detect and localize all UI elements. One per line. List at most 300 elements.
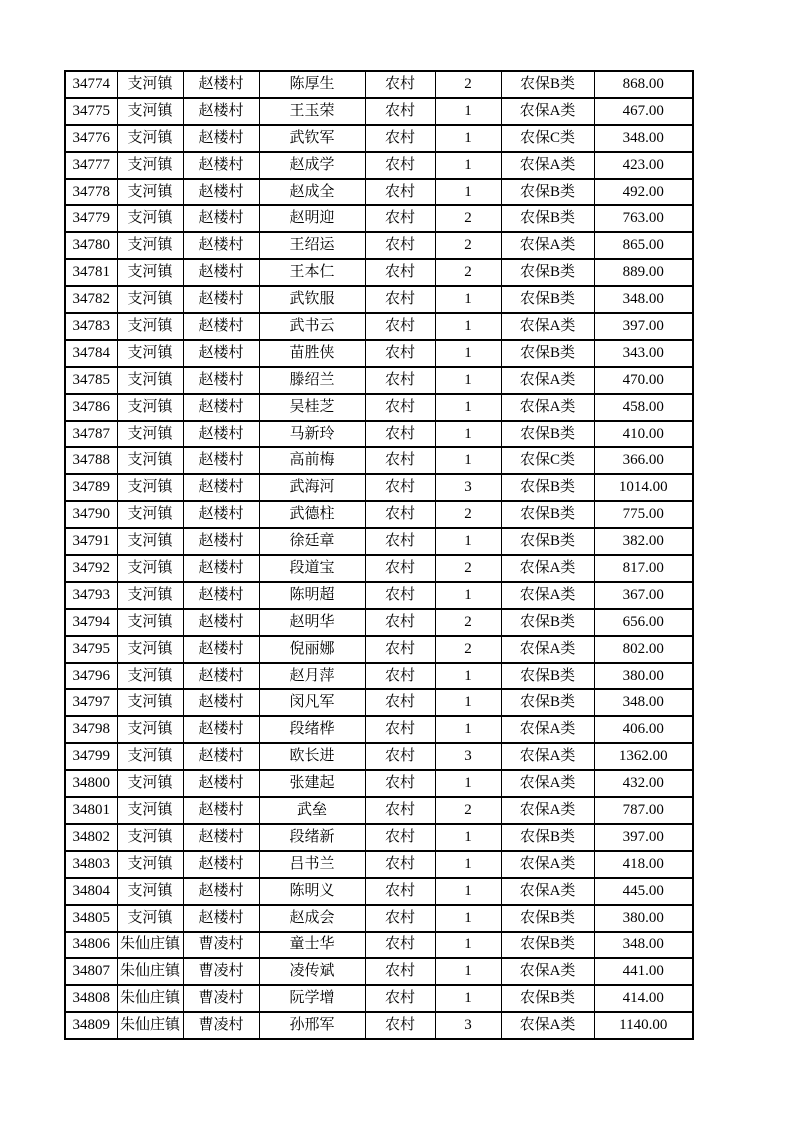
cell-amount: 380.00 xyxy=(594,663,693,690)
cell-serial-number: 34804 xyxy=(65,878,117,905)
cell-person-count: 1 xyxy=(435,985,501,1012)
cell-town: 支河镇 xyxy=(117,286,183,313)
cell-village: 赵楼村 xyxy=(183,447,259,474)
cell-amount: 492.00 xyxy=(594,179,693,206)
cell-person-name: 高前梅 xyxy=(259,447,365,474)
cell-person-count: 2 xyxy=(435,232,501,259)
cell-residence-type: 农村 xyxy=(365,797,435,824)
cell-insurance-category: 农保B类 xyxy=(501,205,594,232)
cell-person-count: 2 xyxy=(435,609,501,636)
table-row xyxy=(65,824,693,851)
cell-person-count: 1 xyxy=(435,716,501,743)
cell-village: 赵楼村 xyxy=(183,205,259,232)
cell-insurance-category: 农保A类 xyxy=(501,636,594,663)
cell-amount: 397.00 xyxy=(594,313,693,340)
cell-person-count: 1 xyxy=(435,421,501,448)
cell-serial-number: 34786 xyxy=(65,394,117,421)
cell-insurance-category: 农保A类 xyxy=(501,367,594,394)
cell-serial-number: 34795 xyxy=(65,636,117,663)
table-row xyxy=(65,340,693,367)
cell-town: 支河镇 xyxy=(117,501,183,528)
cell-amount: 343.00 xyxy=(594,340,693,367)
table-row xyxy=(65,932,693,959)
cell-residence-type: 农村 xyxy=(365,985,435,1012)
cell-village: 赵楼村 xyxy=(183,501,259,528)
cell-town: 支河镇 xyxy=(117,340,183,367)
cell-person-name: 段道宝 xyxy=(259,555,365,582)
cell-person-name: 陈明超 xyxy=(259,582,365,609)
table-row xyxy=(65,394,693,421)
table-row xyxy=(65,421,693,448)
table-row xyxy=(65,474,693,501)
cell-insurance-category: 农保A类 xyxy=(501,555,594,582)
cell-amount: 1014.00 xyxy=(594,474,693,501)
cell-serial-number: 34805 xyxy=(65,905,117,932)
cell-residence-type: 农村 xyxy=(365,851,435,878)
cell-serial-number: 34809 xyxy=(65,1012,117,1039)
cell-insurance-category: 农保B类 xyxy=(501,286,594,313)
table-row xyxy=(65,501,693,528)
cell-village: 赵楼村 xyxy=(183,98,259,125)
table-row xyxy=(65,179,693,206)
table-row xyxy=(65,447,693,474)
cell-town: 支河镇 xyxy=(117,770,183,797)
cell-insurance-category: 农保A类 xyxy=(501,743,594,770)
cell-person-count: 2 xyxy=(435,71,501,98)
cell-insurance-category: 农保B类 xyxy=(501,179,594,206)
cell-town: 支河镇 xyxy=(117,797,183,824)
table-row xyxy=(65,286,693,313)
cell-town: 朱仙庄镇 xyxy=(117,985,183,1012)
cell-village: 赵楼村 xyxy=(183,313,259,340)
cell-residence-type: 农村 xyxy=(365,421,435,448)
cell-person-name: 马新玲 xyxy=(259,421,365,448)
cell-person-count: 1 xyxy=(435,447,501,474)
cell-insurance-category: 农保A类 xyxy=(501,98,594,125)
table-row xyxy=(65,367,693,394)
cell-serial-number: 34778 xyxy=(65,179,117,206)
cell-village: 赵楼村 xyxy=(183,905,259,932)
cell-serial-number: 34787 xyxy=(65,421,117,448)
cell-insurance-category: 农保B类 xyxy=(501,824,594,851)
cell-amount: 406.00 xyxy=(594,716,693,743)
cell-person-count: 1 xyxy=(435,367,501,394)
cell-serial-number: 34788 xyxy=(65,447,117,474)
cell-town: 朱仙庄镇 xyxy=(117,1012,183,1039)
cell-person-name: 赵明华 xyxy=(259,609,365,636)
cell-amount: 432.00 xyxy=(594,770,693,797)
cell-serial-number: 34784 xyxy=(65,340,117,367)
cell-town: 支河镇 xyxy=(117,663,183,690)
cell-insurance-category: 农保B类 xyxy=(501,905,594,932)
cell-person-count: 3 xyxy=(435,474,501,501)
cell-person-name: 张建起 xyxy=(259,770,365,797)
cell-village: 曹凌村 xyxy=(183,958,259,985)
cell-amount: 445.00 xyxy=(594,878,693,905)
table-row xyxy=(65,770,693,797)
cell-village: 赵楼村 xyxy=(183,71,259,98)
cell-person-name: 段绪新 xyxy=(259,824,365,851)
cell-insurance-category: 农保A类 xyxy=(501,232,594,259)
table-row xyxy=(65,985,693,1012)
cell-town: 支河镇 xyxy=(117,716,183,743)
table-row xyxy=(65,609,693,636)
cell-amount: 348.00 xyxy=(594,932,693,959)
cell-residence-type: 农村 xyxy=(365,232,435,259)
cell-village: 赵楼村 xyxy=(183,259,259,286)
table-row xyxy=(65,528,693,555)
cell-person-count: 1 xyxy=(435,179,501,206)
cell-amount: 348.00 xyxy=(594,286,693,313)
cell-village: 赵楼村 xyxy=(183,340,259,367)
cell-amount: 348.00 xyxy=(594,125,693,152)
cell-serial-number: 34802 xyxy=(65,824,117,851)
cell-village: 曹凌村 xyxy=(183,932,259,959)
cell-person-count: 1 xyxy=(435,958,501,985)
cell-amount: 441.00 xyxy=(594,958,693,985)
cell-town: 支河镇 xyxy=(117,582,183,609)
cell-insurance-category: 农保C类 xyxy=(501,125,594,152)
cell-amount: 397.00 xyxy=(594,824,693,851)
payment-table xyxy=(64,70,694,1040)
table-row xyxy=(65,958,693,985)
cell-serial-number: 34781 xyxy=(65,259,117,286)
cell-town: 支河镇 xyxy=(117,179,183,206)
cell-village: 赵楼村 xyxy=(183,286,259,313)
cell-town: 支河镇 xyxy=(117,98,183,125)
cell-person-name: 阮学增 xyxy=(259,985,365,1012)
cell-person-count: 1 xyxy=(435,125,501,152)
cell-serial-number: 34796 xyxy=(65,663,117,690)
cell-person-name: 武垒 xyxy=(259,797,365,824)
cell-insurance-category: 农保B类 xyxy=(501,71,594,98)
cell-residence-type: 农村 xyxy=(365,71,435,98)
cell-serial-number: 34808 xyxy=(65,985,117,1012)
cell-town: 支河镇 xyxy=(117,743,183,770)
cell-town: 支河镇 xyxy=(117,905,183,932)
cell-insurance-category: 农保B类 xyxy=(501,985,594,1012)
cell-village: 赵楼村 xyxy=(183,878,259,905)
table-row xyxy=(65,152,693,179)
cell-insurance-category: 农保B类 xyxy=(501,474,594,501)
cell-insurance-category: 农保A类 xyxy=(501,1012,594,1039)
cell-person-name: 段绪桦 xyxy=(259,716,365,743)
cell-village: 赵楼村 xyxy=(183,582,259,609)
cell-village: 赵楼村 xyxy=(183,152,259,179)
cell-person-name: 武海河 xyxy=(259,474,365,501)
cell-residence-type: 农村 xyxy=(365,1012,435,1039)
cell-person-count: 1 xyxy=(435,905,501,932)
cell-insurance-category: 农保B类 xyxy=(501,663,594,690)
cell-residence-type: 农村 xyxy=(365,636,435,663)
cell-residence-type: 农村 xyxy=(365,770,435,797)
cell-serial-number: 34807 xyxy=(65,958,117,985)
table-row xyxy=(65,636,693,663)
cell-residence-type: 农村 xyxy=(365,152,435,179)
table-row xyxy=(65,98,693,125)
cell-village: 赵楼村 xyxy=(183,716,259,743)
cell-serial-number: 34776 xyxy=(65,125,117,152)
cell-serial-number: 34775 xyxy=(65,98,117,125)
cell-residence-type: 农村 xyxy=(365,958,435,985)
cell-person-name: 赵明迎 xyxy=(259,205,365,232)
cell-town: 支河镇 xyxy=(117,367,183,394)
cell-person-count: 2 xyxy=(435,636,501,663)
cell-town: 朱仙庄镇 xyxy=(117,932,183,959)
cell-person-name: 吴桂芝 xyxy=(259,394,365,421)
table-row xyxy=(65,851,693,878)
table-row xyxy=(65,259,693,286)
table-row xyxy=(65,125,693,152)
cell-residence-type: 农村 xyxy=(365,286,435,313)
cell-person-count: 1 xyxy=(435,878,501,905)
cell-village: 赵楼村 xyxy=(183,609,259,636)
cell-residence-type: 农村 xyxy=(365,932,435,959)
cell-residence-type: 农村 xyxy=(365,878,435,905)
cell-town: 支河镇 xyxy=(117,878,183,905)
cell-amount: 458.00 xyxy=(594,394,693,421)
cell-residence-type: 农村 xyxy=(365,663,435,690)
cell-insurance-category: 农保B类 xyxy=(501,501,594,528)
cell-town: 支河镇 xyxy=(117,636,183,663)
cell-amount: 763.00 xyxy=(594,205,693,232)
cell-amount: 1140.00 xyxy=(594,1012,693,1039)
cell-residence-type: 农村 xyxy=(365,98,435,125)
cell-serial-number: 34794 xyxy=(65,609,117,636)
cell-amount: 865.00 xyxy=(594,232,693,259)
cell-person-name: 陈厚生 xyxy=(259,71,365,98)
cell-person-name: 赵成会 xyxy=(259,905,365,932)
cell-amount: 775.00 xyxy=(594,501,693,528)
cell-residence-type: 农村 xyxy=(365,609,435,636)
cell-residence-type: 农村 xyxy=(365,179,435,206)
cell-serial-number: 34803 xyxy=(65,851,117,878)
cell-town: 支河镇 xyxy=(117,447,183,474)
cell-person-count: 2 xyxy=(435,555,501,582)
cell-town: 支河镇 xyxy=(117,555,183,582)
cell-person-count: 2 xyxy=(435,205,501,232)
cell-residence-type: 农村 xyxy=(365,582,435,609)
table-row xyxy=(65,905,693,932)
cell-amount: 367.00 xyxy=(594,582,693,609)
table-row xyxy=(65,663,693,690)
cell-town: 支河镇 xyxy=(117,394,183,421)
cell-amount: 467.00 xyxy=(594,98,693,125)
table-row xyxy=(65,205,693,232)
cell-village: 赵楼村 xyxy=(183,179,259,206)
cell-person-name: 童士华 xyxy=(259,932,365,959)
cell-serial-number: 34785 xyxy=(65,367,117,394)
cell-serial-number: 34792 xyxy=(65,555,117,582)
cell-person-count: 1 xyxy=(435,932,501,959)
cell-residence-type: 农村 xyxy=(365,205,435,232)
cell-insurance-category: 农保B类 xyxy=(501,340,594,367)
cell-insurance-category: 农保A类 xyxy=(501,770,594,797)
cell-serial-number: 34806 xyxy=(65,932,117,959)
table-row xyxy=(65,1012,693,1039)
cell-person-name: 闵凡军 xyxy=(259,689,365,716)
cell-amount: 889.00 xyxy=(594,259,693,286)
cell-residence-type: 农村 xyxy=(365,474,435,501)
cell-town: 支河镇 xyxy=(117,71,183,98)
cell-insurance-category: 农保B类 xyxy=(501,528,594,555)
cell-person-name: 欧长进 xyxy=(259,743,365,770)
cell-insurance-category: 农保B类 xyxy=(501,609,594,636)
cell-town: 朱仙庄镇 xyxy=(117,958,183,985)
cell-insurance-category: 农保A类 xyxy=(501,797,594,824)
cell-town: 支河镇 xyxy=(117,259,183,286)
cell-insurance-category: 农保C类 xyxy=(501,447,594,474)
cell-town: 支河镇 xyxy=(117,232,183,259)
cell-residence-type: 农村 xyxy=(365,394,435,421)
cell-person-count: 1 xyxy=(435,582,501,609)
cell-person-count: 1 xyxy=(435,824,501,851)
cell-insurance-category: 农保B类 xyxy=(501,932,594,959)
cell-residence-type: 农村 xyxy=(365,313,435,340)
cell-insurance-category: 农保A类 xyxy=(501,313,594,340)
cell-serial-number: 34801 xyxy=(65,797,117,824)
cell-person-name: 王绍运 xyxy=(259,232,365,259)
cell-person-count: 1 xyxy=(435,394,501,421)
cell-village: 赵楼村 xyxy=(183,394,259,421)
cell-residence-type: 农村 xyxy=(365,905,435,932)
cell-village: 赵楼村 xyxy=(183,770,259,797)
cell-person-name: 武钦服 xyxy=(259,286,365,313)
table-row xyxy=(65,689,693,716)
cell-person-count: 1 xyxy=(435,98,501,125)
table-row xyxy=(65,743,693,770)
table-row xyxy=(65,232,693,259)
cell-town: 支河镇 xyxy=(117,125,183,152)
cell-person-name: 王玉荣 xyxy=(259,98,365,125)
cell-amount: 1362.00 xyxy=(594,743,693,770)
cell-serial-number: 34779 xyxy=(65,205,117,232)
cell-amount: 868.00 xyxy=(594,71,693,98)
cell-serial-number: 34774 xyxy=(65,71,117,98)
cell-village: 赵楼村 xyxy=(183,851,259,878)
cell-amount: 410.00 xyxy=(594,421,693,448)
cell-insurance-category: 农保A类 xyxy=(501,851,594,878)
cell-amount: 380.00 xyxy=(594,905,693,932)
cell-insurance-category: 农保A类 xyxy=(501,716,594,743)
cell-residence-type: 农村 xyxy=(365,824,435,851)
cell-amount: 470.00 xyxy=(594,367,693,394)
cell-amount: 414.00 xyxy=(594,985,693,1012)
cell-person-count: 3 xyxy=(435,1012,501,1039)
cell-town: 支河镇 xyxy=(117,824,183,851)
cell-amount: 656.00 xyxy=(594,609,693,636)
cell-person-count: 3 xyxy=(435,743,501,770)
cell-town: 支河镇 xyxy=(117,421,183,448)
cell-town: 支河镇 xyxy=(117,528,183,555)
cell-amount: 348.00 xyxy=(594,689,693,716)
cell-insurance-category: 农保A类 xyxy=(501,958,594,985)
cell-serial-number: 34793 xyxy=(65,582,117,609)
cell-person-count: 1 xyxy=(435,689,501,716)
cell-person-count: 1 xyxy=(435,340,501,367)
cell-insurance-category: 农保A类 xyxy=(501,878,594,905)
cell-serial-number: 34782 xyxy=(65,286,117,313)
table-row xyxy=(65,555,693,582)
cell-person-count: 1 xyxy=(435,851,501,878)
cell-person-name: 苗胜侠 xyxy=(259,340,365,367)
cell-village: 赵楼村 xyxy=(183,367,259,394)
cell-town: 支河镇 xyxy=(117,474,183,501)
cell-serial-number: 34789 xyxy=(65,474,117,501)
cell-person-count: 2 xyxy=(435,501,501,528)
cell-person-name: 孙邢军 xyxy=(259,1012,365,1039)
cell-village: 赵楼村 xyxy=(183,555,259,582)
cell-serial-number: 34799 xyxy=(65,743,117,770)
cell-person-name: 武钦军 xyxy=(259,125,365,152)
cell-serial-number: 34791 xyxy=(65,528,117,555)
cell-town: 支河镇 xyxy=(117,609,183,636)
cell-town: 支河镇 xyxy=(117,851,183,878)
cell-serial-number: 34800 xyxy=(65,770,117,797)
cell-insurance-category: 农保B类 xyxy=(501,421,594,448)
cell-village: 曹凌村 xyxy=(183,985,259,1012)
cell-residence-type: 农村 xyxy=(365,716,435,743)
cell-person-count: 1 xyxy=(435,313,501,340)
cell-residence-type: 农村 xyxy=(365,259,435,286)
cell-town: 支河镇 xyxy=(117,152,183,179)
cell-town: 支河镇 xyxy=(117,205,183,232)
cell-residence-type: 农村 xyxy=(365,340,435,367)
cell-person-name: 赵成学 xyxy=(259,152,365,179)
cell-amount: 423.00 xyxy=(594,152,693,179)
cell-amount: 787.00 xyxy=(594,797,693,824)
table-row xyxy=(65,582,693,609)
cell-village: 赵楼村 xyxy=(183,743,259,770)
cell-person-name: 武德柱 xyxy=(259,501,365,528)
cell-village: 赵楼村 xyxy=(183,824,259,851)
cell-serial-number: 34797 xyxy=(65,689,117,716)
cell-village: 赵楼村 xyxy=(183,636,259,663)
cell-serial-number: 34798 xyxy=(65,716,117,743)
cell-village: 赵楼村 xyxy=(183,421,259,448)
cell-person-name: 倪丽娜 xyxy=(259,636,365,663)
cell-person-name: 徐廷章 xyxy=(259,528,365,555)
cell-person-count: 1 xyxy=(435,770,501,797)
cell-residence-type: 农村 xyxy=(365,367,435,394)
cell-town: 支河镇 xyxy=(117,313,183,340)
cell-amount: 418.00 xyxy=(594,851,693,878)
cell-person-name: 武书云 xyxy=(259,313,365,340)
cell-amount: 366.00 xyxy=(594,447,693,474)
cell-village: 赵楼村 xyxy=(183,528,259,555)
cell-insurance-category: 农保A类 xyxy=(501,582,594,609)
cell-village: 曹凌村 xyxy=(183,1012,259,1039)
cell-person-name: 滕绍兰 xyxy=(259,367,365,394)
table-row xyxy=(65,313,693,340)
cell-insurance-category: 农保A类 xyxy=(501,394,594,421)
cell-insurance-category: 农保A类 xyxy=(501,152,594,179)
cell-person-name: 赵成全 xyxy=(259,179,365,206)
cell-amount: 802.00 xyxy=(594,636,693,663)
cell-serial-number: 34780 xyxy=(65,232,117,259)
cell-village: 赵楼村 xyxy=(183,689,259,716)
cell-village: 赵楼村 xyxy=(183,232,259,259)
cell-person-name: 赵月萍 xyxy=(259,663,365,690)
table-row xyxy=(65,797,693,824)
table-row xyxy=(65,716,693,743)
cell-serial-number: 34783 xyxy=(65,313,117,340)
cell-serial-number: 34790 xyxy=(65,501,117,528)
cell-person-name: 凌传斌 xyxy=(259,958,365,985)
cell-person-count: 1 xyxy=(435,528,501,555)
cell-town: 支河镇 xyxy=(117,689,183,716)
cell-village: 赵楼村 xyxy=(183,125,259,152)
